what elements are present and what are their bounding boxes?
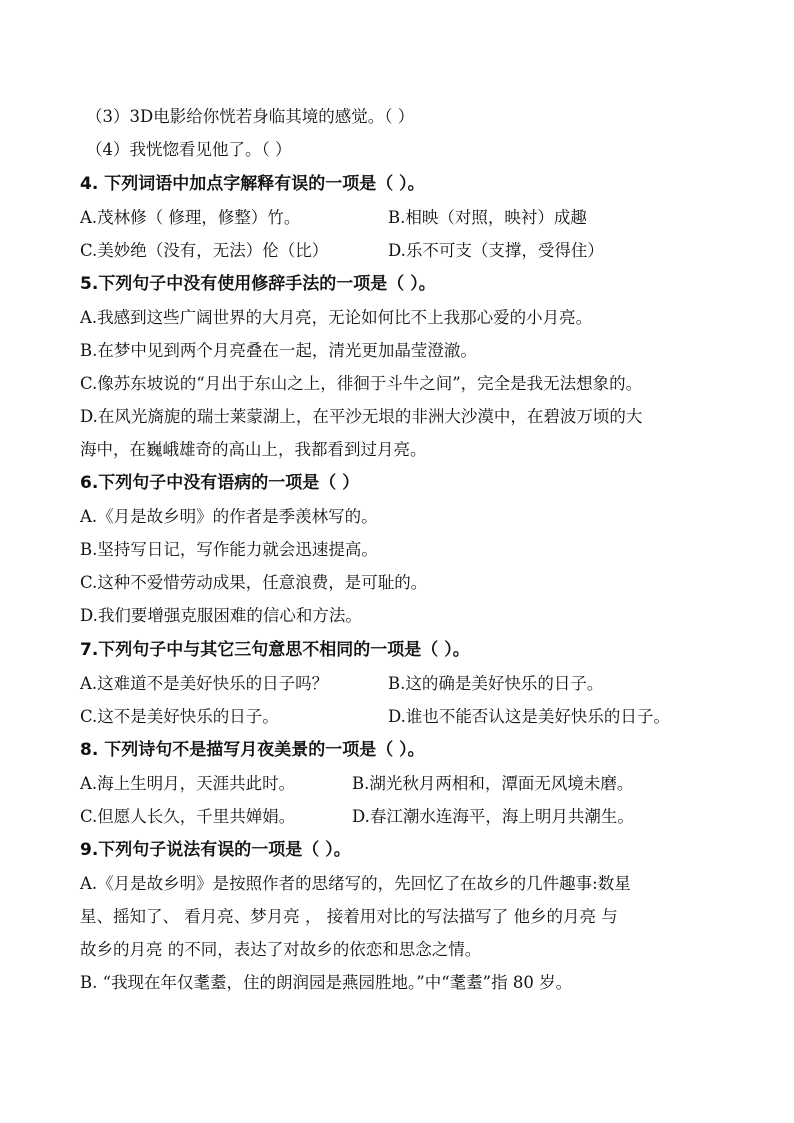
option-b: B.湖光秋月两相和，潭面无风境未磨。 — [352, 774, 634, 793]
question-7-options-cd — [80, 706, 730, 728]
option-b: B. “我现在年仅耄耋，住的朗润园是燕园胜地。”中“耄耋”指 80 岁。 — [80, 973, 573, 992]
option-c: C.这不是美好快乐的日子。 — [80, 707, 279, 726]
question-3-item-3: （3）3D电影给你恍若身临其境的感觉。（ ） — [86, 107, 415, 126]
question-3-item-4: （4）我恍惚看见他了。（ ） — [86, 140, 292, 159]
option-d: D.乐不可支（支撑，受得住） — [388, 241, 604, 260]
option-c: C.这种不爱惜劳动成果，任意浪费，是可耻的。 — [80, 573, 428, 592]
question-8-options-cd — [80, 806, 730, 828]
option-d: D.我们要增强克服困难的信心和方法。 — [80, 606, 362, 625]
option-b: B.在梦中见到两个月亮叠在一起，清光更加晶莹澄澈。 — [80, 341, 477, 360]
question-4-options-cd — [80, 240, 730, 262]
option-b: B.坚持写日记，写作能力就会迅速提高。 — [80, 540, 378, 559]
option-d: D.春江潮水连海平，海上明月共潮生。 — [352, 807, 634, 826]
question-8-title: 8. 下列诗句不是描写月夜美景的一项是（ ）。 — [80, 740, 425, 760]
question-6-title: 6.下列句子中没有语病的一项是（ ） — [80, 473, 360, 493]
question-7-options-ab — [80, 673, 730, 695]
question-5-title: 5.下列句子中没有使用修辞手法的一项是（ ）。 — [80, 274, 436, 294]
option-a-continued: 故乡的月亮 的不同，表达了对故乡的依恋和思念之情。 — [80, 940, 482, 959]
option-d-continued: 海中，在巍峨雄奇的高山上，我都看到过月亮。 — [80, 440, 427, 459]
question-4-title: 4. 下列词语中加点字解释有误的一项是（ ）。 — [80, 174, 425, 194]
option-c: C.美妙绝（没有，无法）伦（比） — [80, 241, 329, 260]
option-a: A.《月是故乡明》的作者是季羡林写的。 — [80, 507, 378, 526]
question-8-options-ab — [80, 773, 730, 795]
option-a: A.茂林修（ 修理，修整）竹。 — [80, 208, 301, 227]
option-c: C.像苏东坡说的“月出于东山之上，徘徊于斗牛之间”，完全是我无法想象的。 — [80, 374, 643, 393]
option-a-continued: 星、摇知了、 看月亮、梦月亮 ， 接着用对比的写法描写了 他乡的月亮 与 — [80, 907, 618, 926]
option-b: B.相映（对照，映衬）成趣 — [388, 208, 587, 227]
question-7-title: 7.下列句子中与其它三句意思不相同的一项是（ ）。 — [80, 640, 470, 660]
option-d: D.谁也不能否认这是美好快乐的日子。 — [388, 707, 670, 726]
option-a: A.这难道不是美好快乐的日子吗？ — [80, 674, 329, 693]
option-a: A.海上生明月，天涯共此时。 — [80, 774, 296, 793]
question-9-title: 9.下列句子说法有误的一项是（ ）。 — [80, 840, 351, 860]
option-d: D.在风光旖旎的瑞士莱蒙湖上，在平沙无垠的非洲大沙漠中，在碧波万顷的大 — [80, 407, 643, 426]
option-b: B.这的确是美好快乐的日子。 — [388, 674, 604, 693]
option-c: C.但愿人长久，千里共婵娟。 — [80, 807, 296, 826]
option-a: A.《月是故乡明》是按照作者的思绪写的，先回忆了在故乡的几件趣事:数星 — [80, 874, 631, 893]
option-a: A.我感到这些广阔世界的大月亮，无论如何比不上我那心爱的小月亮。 — [80, 308, 593, 327]
question-4-options-ab — [80, 207, 730, 229]
